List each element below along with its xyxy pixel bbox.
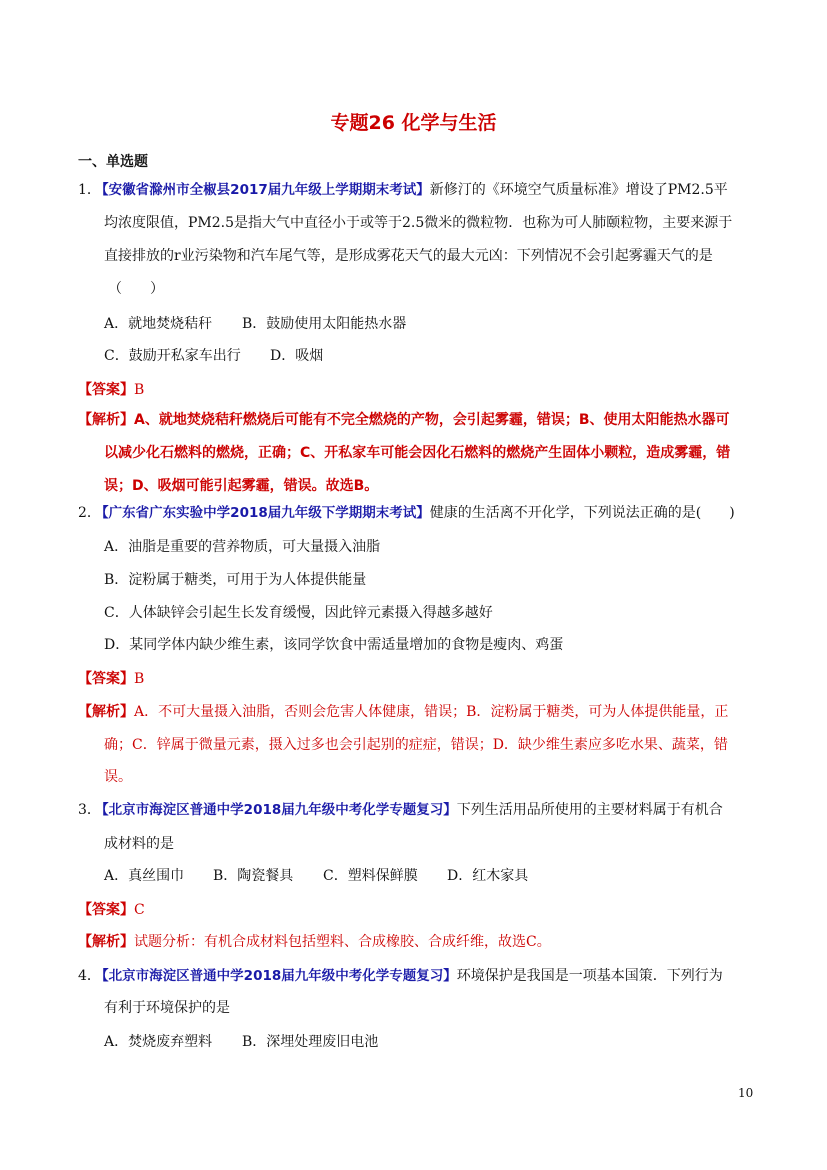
question-1-line-4: （ ） (108, 281, 164, 297)
answer-label: 【答案】 (78, 382, 134, 398)
question-text: 下列生活用品所使用的主要材料属于有机合 (456, 802, 723, 818)
analysis-text: A、就地焚烧秸秆燃烧后可能有不完全燃烧的产物，会引起雾霾，错误；B、使用太阳能热水器可 (134, 412, 730, 428)
page-number: 10 (738, 1086, 754, 1100)
answer-value: C (134, 902, 145, 918)
question-4-line-2: 有利于环境保护的是 (104, 1000, 230, 1016)
option-d: D．红木家具 (447, 868, 529, 884)
question-1-options-row-1 (104, 314, 406, 334)
analysis-text: A．不可大量摄入油脂，否则会危害人体健康，错误；B．淀粉属于糖类，可为人体提供能量，正 (134, 704, 729, 720)
answer-value: B (134, 382, 145, 398)
question-source: 【安徽省滁州市全椒县2017届九年级上学期期末考试】 (101, 182, 430, 198)
question-1-answer (78, 380, 144, 400)
question-3-line-1 (78, 800, 723, 820)
question-number: 4． (78, 968, 101, 984)
option-a: A．真丝围巾 (104, 868, 185, 884)
question-3-analysis-line-1 (78, 932, 551, 952)
question-number: 1． (78, 182, 101, 198)
option-b: B．深埋处理废旧电池 (242, 1034, 379, 1050)
question-4-line-1 (78, 966, 723, 986)
question-number: 3． (78, 802, 101, 818)
analysis-label: 【解析】 (78, 412, 134, 428)
option-c: C．鼓励开私家车出行 (104, 348, 241, 364)
question-1-analysis-line-3: 误；D、吸烟可能引起雾霾，错误。故选B。 (104, 478, 379, 494)
question-1-analysis-line-1 (78, 410, 730, 430)
question-1-analysis-line-2: 以减少化石燃料的燃烧，正确；C、开私家车可能会因化石燃料的燃烧产生固体小颗粒，造成雾霾，错 (104, 445, 731, 461)
question-2-answer (78, 669, 144, 689)
question-2-option-d: D．某同学体内缺少维生素，该同学饮食中需适量增加的食物是瘦肉、鸡蛋 (104, 637, 564, 653)
question-4-options (104, 1032, 378, 1052)
analysis-label: 【解析】 (78, 934, 134, 950)
analysis-label: 【解析】 (78, 704, 134, 720)
question-source: 【广东省广东实验中学2018届九年级下学期期末考试】 (101, 505, 430, 521)
page-title: 专题26 化学与生活 (330, 112, 497, 134)
question-1-line-3: 直接排放的r业污染物和汽车尾气等，是形成雾花天气的最大元凶：下列情况不会引起雾霾天气的是 (104, 248, 713, 264)
question-2-option-a: A．油脂是重要的营养物质，可大量摄入油脂 (104, 539, 381, 555)
section-heading: 一、单选题 (78, 154, 148, 170)
question-2-analysis-line-1 (78, 702, 728, 722)
question-2-option-b: B．淀粉属于糖类，可用于为人体提供能量 (104, 572, 367, 588)
question-1-line-1 (78, 180, 728, 200)
question-2-analysis-line-2: 确；C．锌属于微量元素，摄入过多也会引起别的症症，错误；D．缺少维生素应多吃水果、蔬菜，错 (104, 737, 728, 753)
question-3-options (104, 866, 528, 886)
question-2-line-1 (78, 503, 735, 523)
question-source: 【北京市海淀区普通中学2018届九年级中考化学专题复习】 (101, 802, 457, 818)
question-source: 【北京市海淀区普通中学2018届九年级中考化学专题复习】 (101, 968, 457, 984)
answer-label: 【答案】 (78, 902, 134, 918)
question-text: 环境保护是我国是一项基本国策．下列行为 (456, 968, 723, 984)
question-text: 新修汀的《环境空气质量标准》增设了PM2.5平 (429, 182, 728, 198)
option-c: C．塑料保鲜膜 (323, 868, 418, 884)
option-b: B．陶瓷餐具 (213, 868, 294, 884)
question-text: 健康的生活离不开化学，下列说法正确的是( ) (429, 505, 735, 521)
question-2-analysis-line-3: 误。 (104, 769, 132, 785)
option-a: A．焚烧废弃塑料 (104, 1034, 213, 1050)
question-1-line-2: 均浓度限值，PM2.5是指大气中直径小于或等于2.5微米的微粒物．也称为可人肺颐粒物，主要来源于 (104, 215, 733, 231)
answer-label: 【答案】 (78, 671, 134, 687)
answer-value: B (134, 671, 145, 687)
option-d: D．吸烟 (270, 348, 324, 364)
question-number: 2． (78, 505, 101, 521)
question-2-option-c: C．人体缺锌会引起生长发育缓慢，因此锌元素摄入得越多越好 (104, 605, 493, 621)
question-3-line-2: 成材料的是 (104, 836, 174, 852)
option-a: A．就地焚烧秸秆 (104, 316, 213, 332)
question-1-options-row-2 (104, 346, 323, 366)
analysis-text: 试题分析：有机合成材料包括塑料、合成橡胶、合成纤维，故选C。 (134, 934, 551, 950)
question-3-answer (78, 900, 145, 920)
option-b: B．鼓励使用太阳能热水器 (242, 316, 407, 332)
